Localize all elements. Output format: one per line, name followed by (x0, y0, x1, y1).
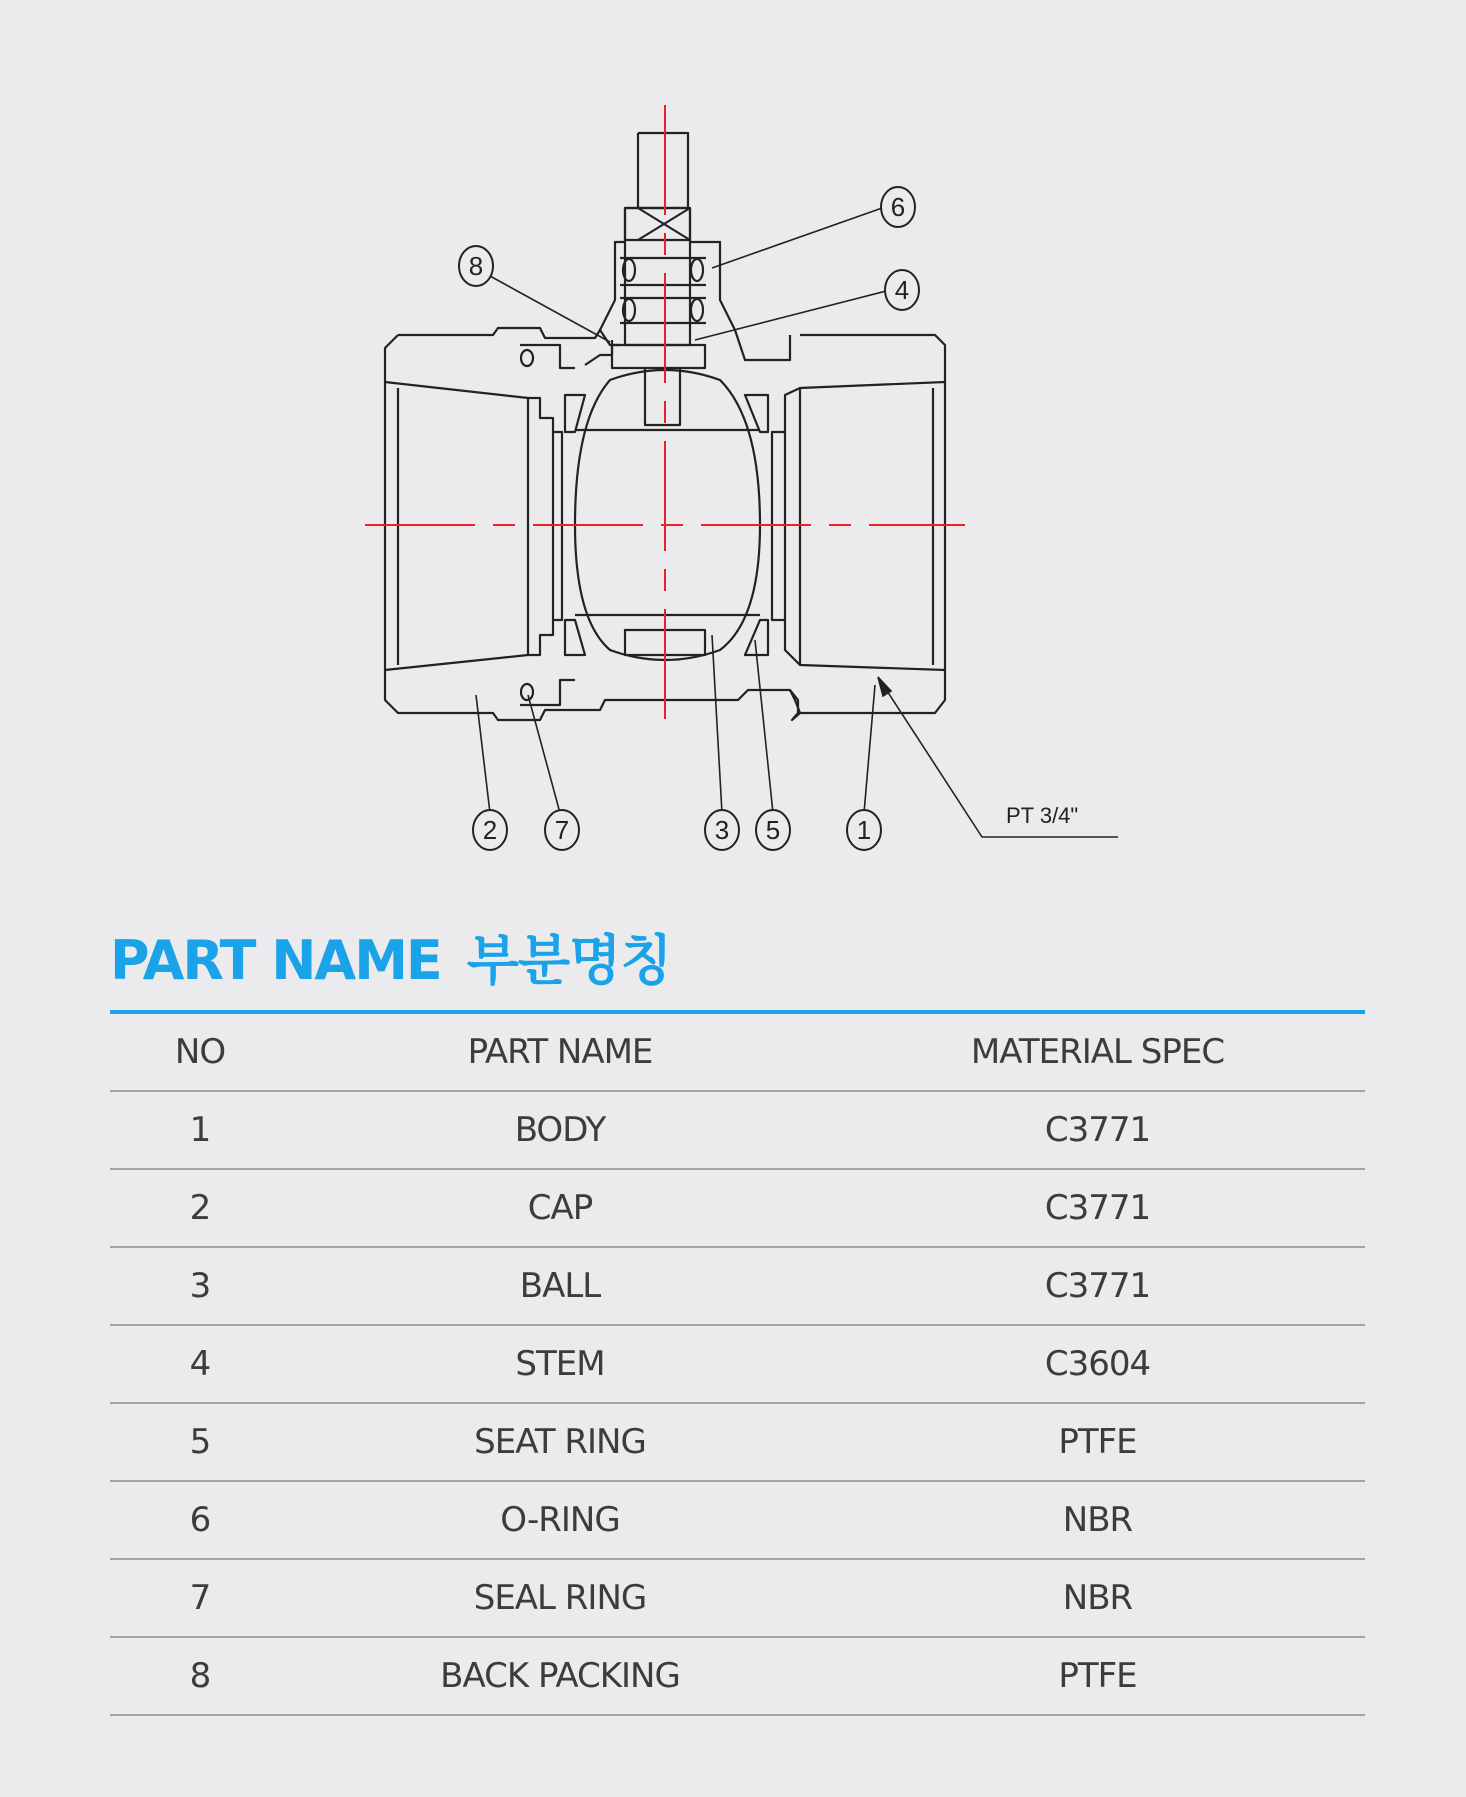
seal-ring-lower (521, 684, 533, 700)
cell-part-name: BACK PACKING (290, 1637, 830, 1715)
header-part-name: PART NAME (290, 1012, 830, 1091)
cell-no: 5 (110, 1403, 290, 1481)
cell-material-spec: NBR (830, 1481, 1365, 1559)
cell-no: 4 (110, 1325, 290, 1403)
cell-no: 7 (110, 1559, 290, 1637)
cell-no: 3 (110, 1247, 290, 1325)
cell-no: 1 (110, 1091, 290, 1169)
o-ring-lower-right (691, 299, 703, 321)
cell-part-name: O-RING (290, 1481, 830, 1559)
cell-part-name: STEM (290, 1325, 830, 1403)
o-ring-upper-right (691, 259, 703, 281)
callout-number-1: 1 (856, 815, 872, 845)
table-row (110, 1403, 1365, 1481)
cell-material-spec: C3771 (830, 1247, 1365, 1325)
cell-material-spec: NBR (830, 1559, 1365, 1637)
cell-material-spec: C3604 (830, 1325, 1365, 1403)
callout-number-5: 5 (765, 815, 781, 845)
ball-outline (575, 370, 760, 660)
stem-outline (638, 133, 688, 208)
table-row (110, 1091, 1365, 1169)
table-row (110, 1559, 1365, 1637)
cell-part-name: CAP (290, 1169, 830, 1247)
parts-table (110, 1010, 1365, 1716)
cell-material-spec: C3771 (830, 1169, 1365, 1247)
callout-number-4: 4 (894, 275, 910, 305)
table-row (110, 1481, 1365, 1559)
table-row (110, 1325, 1365, 1403)
section-title-ko: 부분명칭 (466, 929, 672, 992)
header-no: NO (110, 1012, 290, 1091)
table-row (110, 1637, 1365, 1715)
cell-part-name: BODY (290, 1091, 830, 1169)
cell-part-name: SEAT RING (290, 1403, 830, 1481)
cell-material-spec: PTFE (830, 1403, 1365, 1481)
cell-material-spec: C3771 (830, 1091, 1365, 1169)
cap-outline (385, 335, 800, 720)
section-title (110, 918, 671, 995)
thread-size-label: PT 3/4" (1006, 803, 1079, 828)
cell-no: 8 (110, 1637, 290, 1715)
table-header-row (110, 1012, 1365, 1091)
cell-no: 6 (110, 1481, 290, 1559)
header-material-spec: MATERIAL SPEC (830, 1012, 1365, 1091)
callout-number-3: 3 (714, 815, 730, 845)
cell-part-name: BALL (290, 1247, 830, 1325)
callout-number-8: 8 (468, 251, 484, 281)
callout-number-2: 2 (482, 815, 498, 845)
callout-number-7: 7 (554, 815, 570, 845)
section-title-en: PART NAME (110, 929, 441, 992)
cell-part-name: SEAL RING (290, 1559, 830, 1637)
cell-material-spec: PTFE (830, 1637, 1365, 1715)
seal-ring-upper (521, 350, 533, 366)
cell-no: 2 (110, 1169, 290, 1247)
valve-cross-section-diagram (0, 0, 1466, 880)
table-row (110, 1169, 1365, 1247)
table-row (110, 1247, 1365, 1325)
callout-number-6: 6 (890, 192, 906, 222)
